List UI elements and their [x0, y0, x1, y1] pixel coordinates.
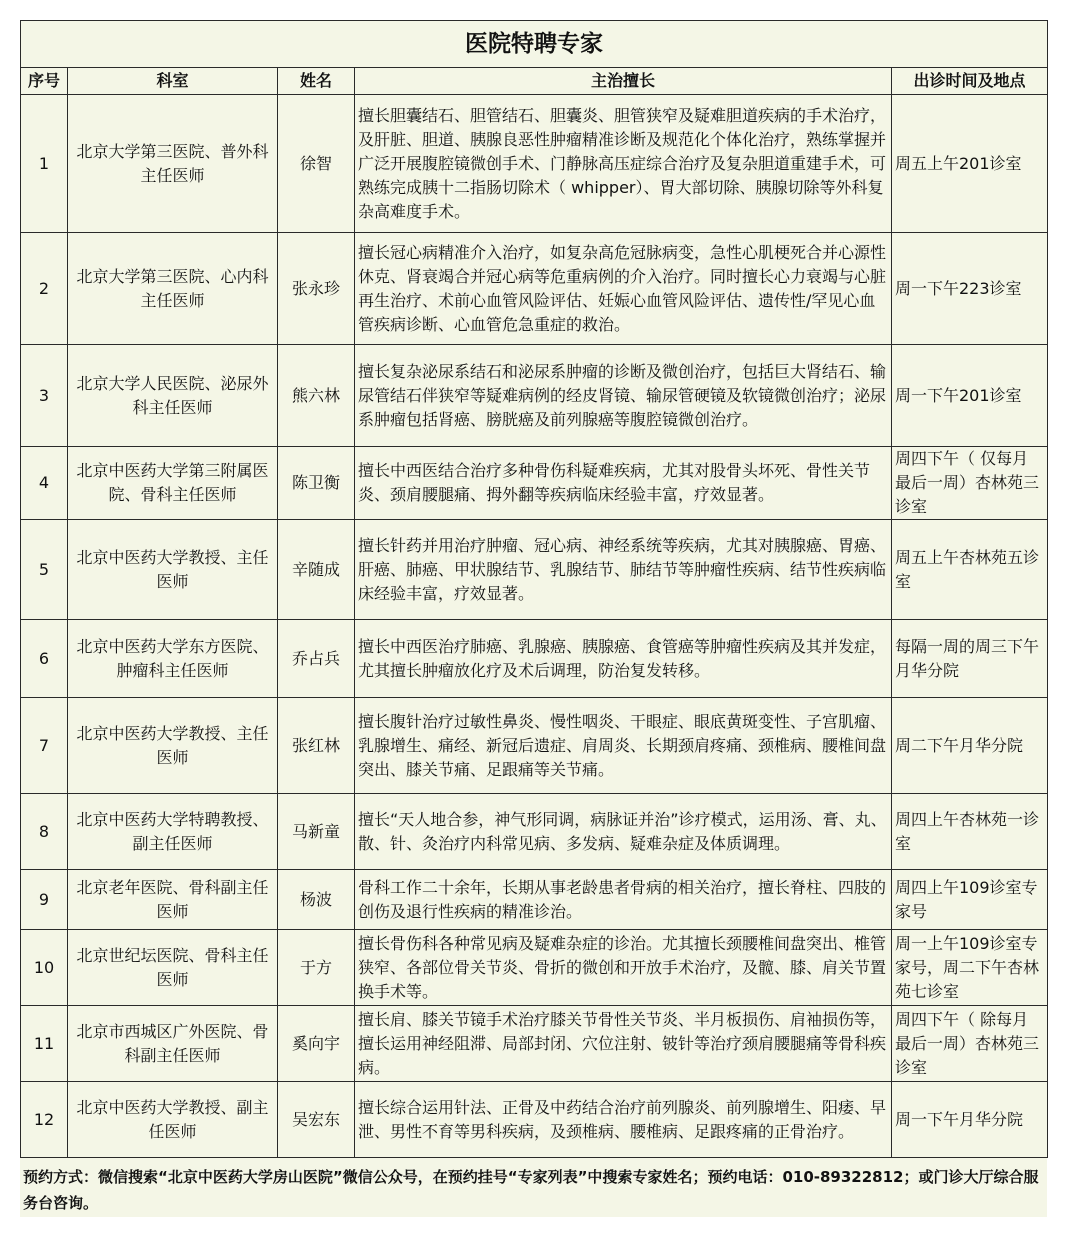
row-schedule: 周四下午（ 仅每月最后一周）杏林苑三诊室	[892, 447, 1048, 520]
row-specialty: 擅长中西医结合治疗多种骨伤科疑难疾病，尤其对股骨头坏死、骨性关节炎、颈肩腰腿痛、拇外翻等疾病临床经验丰富，疗效显著。	[355, 447, 892, 520]
row-department: 北京老年医院、骨科副主任医师	[68, 870, 278, 930]
row-department: 北京中医药大学第三附属医院、骨科主任医师	[68, 447, 278, 520]
header-row	[21, 68, 1048, 95]
table-row	[21, 447, 1048, 520]
row-specialty: 擅长冠心病精准介入治疗，如复杂高危冠脉病变，急性心肌梗死合并心源性休克、肾衰竭合并冠心病等危重病例的介入治疗。同时擅长心力衰竭与心脏再生治疗、术前心血管风险评估、妊娠心血管风险评估、遗传性/罕见心血管疾病诊断、心血管危急重症的救治。	[355, 233, 892, 345]
row-specialty: 擅长肩、膝关节镜手术治疗膝关节骨性关节炎、半月板损伤、肩袖损伤等，擅长运用神经阻滞、局部封闭、穴位注射、铍针等治疗颈肩腰腿痛等骨科疾病。	[355, 1006, 892, 1082]
row-number: 11	[21, 1006, 68, 1082]
row-schedule: 周四上午杏林苑一诊室	[892, 794, 1048, 870]
row-specialty: 擅长综合运用针法、正骨及中药结合治疗前列腺炎、前列腺增生、阳痿、早泄、男性不育等男科疾病，及颈椎病、腰椎病、足跟疼痛的正骨治疗。	[355, 1082, 892, 1158]
table-row	[21, 95, 1048, 233]
row-department: 北京世纪坛医院、骨科主任医师	[68, 930, 278, 1006]
row-specialty: 擅长针药并用治疗肿瘤、冠心病、神经系统等疾病，尤其对胰腺癌、胃癌、肝癌、肺癌、甲状腺结节、乳腺结节、肺结节等肿瘤性疾病、结节性疾病临床经验丰富，疗效显著。	[355, 520, 892, 620]
row-number: 5	[21, 520, 68, 620]
table-row	[21, 1006, 1048, 1082]
table-row	[21, 930, 1048, 1006]
row-schedule: 周一下午201诊室	[892, 345, 1048, 447]
expert-table	[20, 20, 1048, 1158]
table-row	[21, 1082, 1048, 1158]
header-spec: 主治擅长	[355, 68, 892, 95]
row-specialty: 擅长骨伤科各种常见病及疑难杂症的诊治。尤其擅长颈腰椎间盘突出、椎管狭窄、各部位骨关节炎、骨折的微创和开放手术治疗，及髋、膝、肩关节置换手术等。	[355, 930, 892, 1006]
row-department: 北京大学人民医院、泌尿外科主任医师	[68, 345, 278, 447]
row-number: 8	[21, 794, 68, 870]
row-department: 北京中医药大学东方医院、肿瘤科主任医师	[68, 620, 278, 698]
row-schedule: 周一下午月华分院	[892, 1082, 1048, 1158]
header-name: 姓名	[278, 68, 355, 95]
row-doctor-name: 张红林	[278, 698, 355, 794]
row-number: 1	[21, 95, 68, 233]
row-number: 12	[21, 1082, 68, 1158]
table-row	[21, 794, 1048, 870]
row-doctor-name: 奚向宇	[278, 1006, 355, 1082]
row-schedule: 周五上午杏林苑五诊室	[892, 520, 1048, 620]
row-doctor-name: 马新童	[278, 794, 355, 870]
header-time: 出诊时间及地点	[892, 68, 1048, 95]
expert-sheet	[20, 20, 1047, 1217]
row-specialty: 骨科工作二十余年，长期从事老龄患者骨病的相关治疗，擅长脊柱、四肢的创伤及退行性疾病的精准诊治。	[355, 870, 892, 930]
table-row	[21, 620, 1048, 698]
row-doctor-name: 杨波	[278, 870, 355, 930]
row-doctor-name: 熊六林	[278, 345, 355, 447]
row-department: 北京中医药大学特聘教授、副主任医师	[68, 794, 278, 870]
row-specialty: 擅长中西医治疗肺癌、乳腺癌、胰腺癌、食管癌等肿瘤性疾病及其并发症，尤其擅长肿瘤放化疗及术后调理，防治复发转移。	[355, 620, 892, 698]
row-number: 3	[21, 345, 68, 447]
header-no: 序号	[21, 68, 68, 95]
table-row	[21, 698, 1048, 794]
row-department: 北京中医药大学教授、主任医师	[68, 520, 278, 620]
row-schedule: 周一下午223诊室	[892, 233, 1048, 345]
row-doctor-name: 辛随成	[278, 520, 355, 620]
row-specialty: 擅长复杂泌尿系结石和泌尿系肿瘤的诊断及微创治疗，包括巨大肾结石、输尿管结石伴狭窄等疑难病例的经皮肾镜、输尿管硬镜及软镜微创治疗；泌尿系肿瘤包括肾癌、膀胱癌及前列腺癌等腹腔镜微创治疗。	[355, 345, 892, 447]
row-department: 北京中医药大学教授、副主任医师	[68, 1082, 278, 1158]
row-number: 10	[21, 930, 68, 1006]
row-specialty: 擅长“天人地合参，神气形同调，病脉证并治”诊疗模式，运用汤、膏、丸、散、针、灸治疗内科常见病、多发病、疑难杂症及体质调理。	[355, 794, 892, 870]
row-doctor-name: 吴宏东	[278, 1082, 355, 1158]
row-number: 4	[21, 447, 68, 520]
row-number: 9	[21, 870, 68, 930]
row-doctor-name: 于方	[278, 930, 355, 1006]
table-title: 医院特聘专家	[21, 21, 1048, 68]
row-specialty: 擅长腹针治疗过敏性鼻炎、慢性咽炎、干眼症、眼底黄斑变性、子宫肌瘤、乳腺增生、痛经、新冠后遗症、肩周炎、长期颈肩疼痛、颈椎病、腰椎间盘突出、膝关节痛、足跟痛等关节痛。	[355, 698, 892, 794]
row-department: 北京大学第三医院、心内科主任医师	[68, 233, 278, 345]
header-dept: 科室	[68, 68, 278, 95]
row-schedule: 周四上午109诊室专家号	[892, 870, 1048, 930]
row-doctor-name: 张永珍	[278, 233, 355, 345]
row-specialty: 擅长胆囊结石、胆管结石、胆囊炎、胆管狭窄及疑难胆道疾病的手术治疗，及肝脏、胆道、胰腺良恶性肿瘤精准诊断及规范化个体化治疗，熟练掌握并广泛开展腹腔镜微创手术、门静脉高压症综合治疗及复杂胆道重建手术，可熟练完成胰十二指肠切除术（ whipper）、胃大部切除、胰腺切除等外科复杂高难度手术。	[355, 95, 892, 233]
row-department: 北京大学第三医院、普外科主任医师	[68, 95, 278, 233]
row-doctor-name: 陈卫衡	[278, 447, 355, 520]
row-schedule: 周一上午109诊室专家号，周二下午杏林苑七诊室	[892, 930, 1048, 1006]
row-schedule: 周四下午（ 除每月最后一周）杏林苑三诊室	[892, 1006, 1048, 1082]
table-row	[21, 233, 1048, 345]
row-doctor-name: 乔占兵	[278, 620, 355, 698]
booking-info: 预约方式：微信搜索“北京中医药大学房山医院”微信公众号，在预约挂号“专家列表”中搜索专家姓名；预约电话：010-89322812；或门诊大厅综合服务台咨询。	[23, 1168, 1039, 1212]
row-number: 6	[21, 620, 68, 698]
row-schedule: 周二下午月华分院	[892, 698, 1048, 794]
row-schedule: 每隔一周的周三下午月华分院	[892, 620, 1048, 698]
row-department: 北京市西城区广外医院、骨科副主任医师	[68, 1006, 278, 1082]
row-department: 北京中医药大学教授、主任医师	[68, 698, 278, 794]
table-row	[21, 345, 1048, 447]
row-number: 2	[21, 233, 68, 345]
table-row	[21, 870, 1048, 930]
row-number: 7	[21, 698, 68, 794]
row-doctor-name: 徐智	[278, 95, 355, 233]
row-schedule: 周五上午201诊室	[892, 95, 1048, 233]
table-row	[21, 520, 1048, 620]
